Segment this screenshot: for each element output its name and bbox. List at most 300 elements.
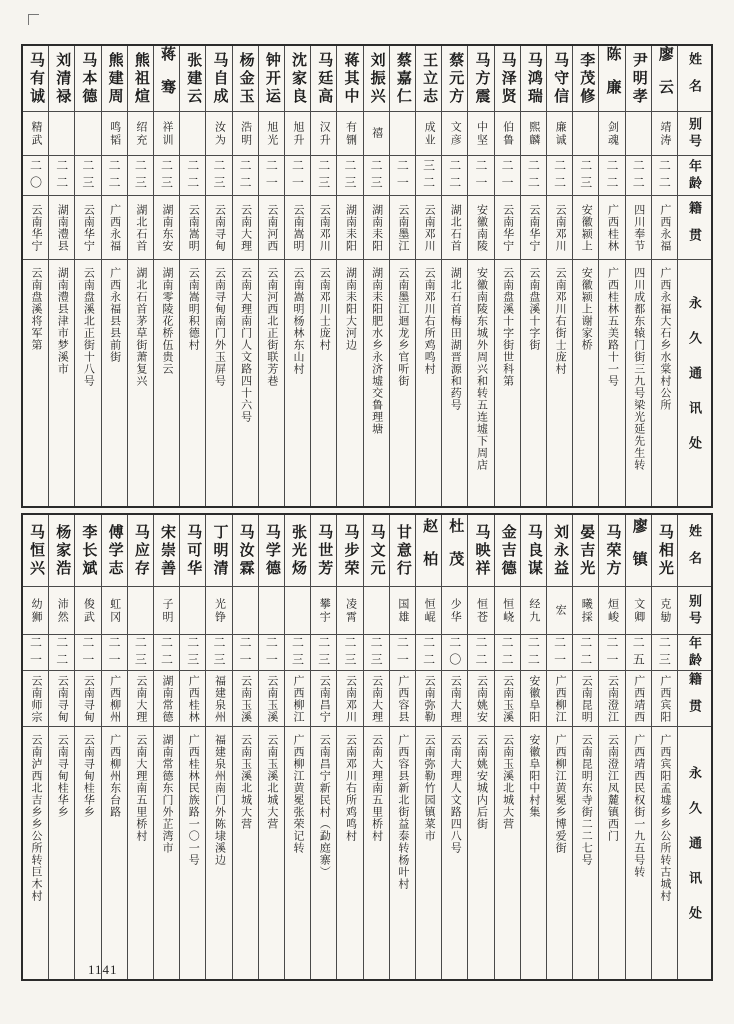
native-place-cell — [259, 671, 284, 727]
name-cell-text: 刘永益 — [552, 523, 569, 578]
age-cell-text: 二一 — [264, 635, 279, 670]
native-place-cell-text: 湖北石首 — [134, 203, 147, 252]
name-cell-text: 马良谋 — [525, 523, 542, 578]
name-cell-text: 马荣方 — [604, 523, 621, 578]
name-cell-text: 马鸿瑞 — [525, 51, 542, 106]
scan-corner-mark — [28, 14, 39, 25]
native-place-cell-text: 云南邓川 — [344, 674, 357, 723]
name-cell-text: 刘清禄 — [54, 51, 71, 106]
alias-cell — [311, 112, 336, 156]
name-cell — [206, 515, 231, 587]
name-cell — [599, 46, 624, 112]
person-column — [127, 46, 153, 506]
header-native — [678, 196, 711, 260]
native-place-cell — [547, 196, 572, 260]
alias-cell — [364, 112, 389, 156]
native-place-cell-text: 云南华宁 — [527, 203, 540, 252]
name-cell — [521, 515, 546, 587]
address-cell-text: 云南邓川右所鸡鸣村 — [344, 734, 357, 842]
native-place-cell — [180, 196, 205, 260]
alias-cell — [285, 587, 310, 635]
address-cell — [180, 727, 205, 979]
alias-cell-text: 少华 — [449, 597, 462, 624]
age-cell-text: 二一 — [264, 158, 279, 193]
age-cell — [102, 635, 127, 671]
native-place-cell — [521, 196, 546, 260]
native-place-cell-text: 云南墨江 — [396, 203, 409, 252]
address-cell-text: 云南嵩明积德村 — [187, 267, 200, 351]
age-cell — [442, 156, 467, 196]
header-column — [677, 46, 711, 506]
native-place-cell — [416, 196, 441, 260]
name-cell — [495, 46, 520, 112]
address-cell — [416, 260, 441, 506]
name-cell — [364, 46, 389, 112]
native-place-cell-text: 广西柳江 — [292, 674, 305, 723]
name-cell-text: 廖云 — [656, 46, 673, 112]
name-cell — [128, 46, 153, 112]
address-cell — [154, 727, 179, 979]
alias-cell — [154, 112, 179, 156]
alias-cell — [599, 112, 624, 156]
alias-cell-text: 廉诚 — [554, 120, 567, 147]
native-place-cell — [285, 196, 310, 260]
name-cell — [573, 46, 598, 112]
name-cell-text: 马恒兴 — [28, 523, 45, 578]
name-cell-text: 陈廉 — [604, 46, 621, 112]
name-cell — [128, 515, 153, 587]
name-cell — [364, 515, 389, 587]
native-place-cell — [233, 671, 258, 727]
header-name — [678, 46, 711, 112]
native-place-cell — [102, 671, 127, 727]
age-cell-text: 二三 — [369, 635, 384, 670]
header-address — [678, 727, 711, 979]
age-cell — [337, 156, 362, 196]
native-place-cell-text: 广西宾阳 — [658, 674, 671, 723]
alias-cell — [49, 112, 74, 156]
address-cell — [102, 727, 127, 979]
age-cell-text: 二五 — [631, 635, 646, 670]
name-cell-text: 甘意行 — [394, 523, 411, 578]
alias-cell — [102, 587, 127, 635]
age-cell — [626, 635, 651, 671]
header-alias-label: 别号 — [687, 593, 702, 628]
age-cell — [75, 635, 100, 671]
native-place-cell-text: 云南华宁 — [30, 203, 43, 252]
native-place-cell — [495, 671, 520, 727]
alias-cell — [154, 587, 179, 635]
address-cell-text: 湖南耒阳大河边 — [344, 267, 357, 351]
person-column — [179, 46, 205, 506]
address-cell-text: 湖南常德东门外芷湾市 — [161, 734, 174, 854]
name-cell — [521, 46, 546, 112]
address-cell-text: 云南玉溪北城大营 — [239, 734, 252, 830]
age-cell-text: 二二 — [526, 158, 541, 193]
name-cell — [626, 515, 651, 587]
name-cell-text: 杜茂 — [447, 517, 464, 584]
alias-cell-text: 禧 — [370, 127, 383, 140]
person-column — [48, 46, 74, 506]
name-cell-text: 马映祥 — [473, 523, 490, 578]
alias-cell — [285, 112, 310, 156]
native-place-cell-text: 云南大理 — [370, 674, 383, 723]
alias-cell — [206, 112, 231, 156]
native-place-cell — [547, 671, 572, 727]
header-address — [678, 260, 711, 506]
native-place-cell-text: 湖南常德 — [161, 674, 174, 723]
name-cell-text: 钟开运 — [263, 51, 280, 106]
header-age-label: 年龄 — [687, 158, 702, 193]
address-cell — [652, 260, 677, 506]
address-cell-text: 湖南澧县津市梦溪市 — [56, 267, 69, 375]
address-cell-text: 广西宾阳孟墟乡乡公所转古城村 — [658, 734, 671, 902]
name-cell — [337, 515, 362, 587]
person-column — [74, 46, 100, 506]
person-column — [598, 46, 624, 506]
age-cell — [102, 156, 127, 196]
name-cell — [180, 515, 205, 587]
native-place-cell-text: 安徽南陵 — [475, 203, 488, 252]
header-native — [678, 671, 711, 727]
person-column — [494, 515, 520, 979]
alias-cell-text: 虹冈 — [108, 597, 121, 624]
age-cell-text: 二三 — [159, 158, 174, 193]
person-column — [415, 46, 441, 506]
name-cell — [23, 515, 48, 587]
name-cell-text: 马步荣 — [342, 523, 359, 578]
name-cell — [259, 515, 284, 587]
alias-cell-text: 浩明 — [239, 120, 252, 147]
age-cell-text: 二〇 — [28, 158, 43, 193]
alias-cell — [180, 112, 205, 156]
name-cell-text: 马学德 — [263, 523, 280, 578]
age-cell — [311, 156, 336, 196]
native-place-cell — [23, 196, 48, 260]
header-age — [678, 635, 711, 671]
alias-cell — [468, 112, 493, 156]
person-column — [127, 515, 153, 979]
native-place-cell-text: 云南弥勒 — [423, 674, 436, 723]
name-cell-text: 宋崇善 — [159, 523, 176, 578]
alias-cell — [442, 587, 467, 635]
person-column — [284, 515, 310, 979]
native-place-cell-text: 云南河西 — [265, 203, 278, 252]
name-cell — [206, 46, 231, 112]
address-cell — [75, 260, 100, 506]
header-name-label: 姓名 — [687, 51, 702, 106]
native-place-cell-text: 云南玉溪 — [501, 674, 514, 723]
name-cell — [626, 46, 651, 112]
address-cell-text: 广西桂林五美路十一号 — [606, 267, 619, 387]
age-cell — [285, 156, 310, 196]
name-cell — [390, 515, 415, 587]
native-place-cell — [416, 671, 441, 727]
address-cell — [23, 260, 48, 506]
age-cell-text: 二三 — [290, 635, 305, 670]
alias-cell — [390, 587, 415, 635]
native-place-cell — [390, 196, 415, 260]
address-cell-text: 云南嵩明杨林东山村 — [292, 267, 305, 375]
name-cell-text: 马汝霖 — [237, 523, 254, 578]
person-column — [48, 515, 74, 979]
address-cell — [364, 727, 389, 979]
address-cell — [128, 260, 153, 506]
native-place-cell — [626, 671, 651, 727]
name-cell-text: 王立志 — [421, 51, 438, 106]
native-place-cell — [599, 196, 624, 260]
address-cell-text: 云南澄江凤麓镇西门 — [606, 734, 619, 842]
native-place-cell-text: 广西桂林 — [606, 203, 619, 252]
person-column — [625, 46, 651, 506]
person-column — [625, 515, 651, 979]
age-cell — [468, 635, 493, 671]
name-cell-text: 刘振兴 — [368, 51, 385, 106]
roster-table-bottom — [21, 513, 713, 981]
age-cell-text: 二一 — [28, 635, 43, 670]
address-cell — [495, 260, 520, 506]
age-cell-text: 二三 — [369, 158, 384, 193]
address-cell-text: 云南昆明东寺街二二七号 — [580, 734, 593, 866]
native-place-cell — [442, 196, 467, 260]
alias-cell-text: 鸣韬 — [108, 120, 121, 147]
alias-cell — [599, 587, 624, 635]
address-cell-text: 四川成都东辕门街三九号梁光延先生转 — [632, 267, 645, 471]
address-cell — [337, 260, 362, 506]
native-place-cell-text: 云南大理 — [239, 203, 252, 252]
name-cell — [75, 46, 100, 112]
native-place-cell — [468, 196, 493, 260]
address-cell — [626, 260, 651, 506]
alias-cell-text: 汉升 — [318, 120, 331, 147]
alias-cell — [521, 112, 546, 156]
header-alias — [678, 112, 711, 156]
name-cell — [468, 46, 493, 112]
address-cell — [311, 727, 336, 979]
header-age-label: 年龄 — [687, 635, 702, 670]
age-cell-text: 二二 — [159, 635, 174, 670]
native-place-cell-text: 福建泉州 — [213, 674, 226, 723]
alias-cell — [521, 587, 546, 635]
name-cell — [599, 515, 624, 587]
header-address-label: 永久通讯处 — [687, 295, 702, 471]
address-cell — [468, 727, 493, 979]
name-cell-text: 马应存 — [132, 523, 149, 578]
alias-cell — [337, 587, 362, 635]
alias-cell — [23, 587, 48, 635]
alias-cell — [259, 587, 284, 635]
age-cell — [285, 635, 310, 671]
name-cell-text: 马廷高 — [316, 51, 333, 106]
native-place-cell — [311, 196, 336, 260]
address-cell — [468, 260, 493, 506]
alias-cell — [128, 587, 153, 635]
address-cell — [337, 727, 362, 979]
alias-cell-text: 恒崐 — [423, 597, 436, 624]
address-cell-text: 云南盘溪十字街 — [527, 267, 540, 351]
age-cell — [233, 635, 258, 671]
name-cell — [311, 46, 336, 112]
age-cell — [180, 156, 205, 196]
age-cell — [128, 635, 153, 671]
native-place-cell-text: 云南邓川 — [318, 203, 331, 252]
name-cell-text: 金吉德 — [499, 523, 516, 578]
address-cell-text: 云南邓川右所鸡鸣村 — [423, 267, 436, 375]
native-place-cell — [495, 196, 520, 260]
name-cell-text: 马方震 — [473, 51, 490, 106]
address-cell — [521, 260, 546, 506]
age-cell-text: 二二 — [54, 635, 69, 670]
address-cell — [49, 260, 74, 506]
native-place-cell-text: 云南华宁 — [82, 203, 95, 252]
address-cell — [259, 260, 284, 506]
alias-cell-text: 熙麟 — [527, 120, 540, 147]
native-place-cell-text: 安徽阜阳 — [527, 674, 540, 723]
native-place-cell-text: 云南师宗 — [30, 674, 43, 723]
alias-cell — [573, 112, 598, 156]
page-number: 1141 — [88, 962, 118, 977]
alias-cell — [233, 587, 258, 635]
alias-cell-text: 经九 — [527, 597, 540, 624]
alias-cell — [416, 587, 441, 635]
address-cell-text: 云南邓川右街士庞村 — [554, 267, 567, 375]
age-cell-text: 二三 — [211, 158, 226, 193]
address-cell-text: 云南盘溪十字街世科第 — [501, 267, 514, 387]
name-cell-text: 熊建周 — [106, 51, 123, 106]
person-column — [232, 46, 258, 506]
person-column — [572, 515, 598, 979]
alias-cell-text: 旭升 — [292, 120, 305, 147]
name-cell — [102, 46, 127, 112]
alias-cell-text: 攀宇 — [318, 597, 331, 624]
address-cell — [23, 727, 48, 979]
name-cell-text: 张光炀 — [290, 523, 307, 578]
alias-cell — [547, 112, 572, 156]
native-place-cell — [652, 196, 677, 260]
alias-cell — [49, 587, 74, 635]
address-cell — [442, 260, 467, 506]
alias-cell-text: 成业 — [423, 120, 436, 147]
address-cell-text: 湖南零陵花桥伍贵云 — [161, 267, 174, 375]
person-column — [310, 46, 336, 506]
age-cell — [206, 156, 231, 196]
address-cell — [416, 727, 441, 979]
person-column — [441, 515, 467, 979]
alias-cell-text: 文彦 — [449, 120, 462, 147]
age-cell-text: 二二 — [238, 158, 253, 193]
alias-cell-text: 旭光 — [265, 120, 278, 147]
address-cell-text: 云南河西北正街联芳巷 — [265, 267, 278, 387]
address-cell-text: 云南墨江迴龙乡官听街 — [396, 267, 409, 387]
alias-cell — [416, 112, 441, 156]
alias-cell — [233, 112, 258, 156]
address-cell-text: 广西柳江黄冕乡博爱街 — [554, 734, 567, 854]
person-column — [572, 46, 598, 506]
address-cell-text: 云南玉溪北城大营 — [265, 734, 278, 830]
age-cell — [521, 156, 546, 196]
age-cell-text: 二一 — [107, 635, 122, 670]
native-place-cell — [573, 196, 598, 260]
name-cell-text: 晏吉光 — [578, 523, 595, 578]
age-cell-text: 二二 — [54, 158, 69, 193]
native-place-cell — [337, 671, 362, 727]
name-cell-text: 蒋其中 — [342, 51, 359, 106]
native-place-cell — [285, 671, 310, 727]
name-cell-text: 丁明清 — [211, 523, 228, 578]
header-native-label: 籍贯 — [687, 200, 702, 255]
address-cell-text: 云南弥勒竹园镇菜市 — [423, 734, 436, 842]
age-cell — [128, 156, 153, 196]
address-cell — [442, 727, 467, 979]
age-cell — [154, 156, 179, 196]
person-column — [284, 46, 310, 506]
person-column — [441, 46, 467, 506]
alias-cell — [311, 587, 336, 635]
native-place-cell — [521, 671, 546, 727]
alias-cell — [390, 112, 415, 156]
address-cell-text: 云南大理人文路四八号 — [449, 734, 462, 854]
person-column — [153, 46, 179, 506]
header-column — [677, 515, 711, 979]
age-cell — [364, 156, 389, 196]
address-cell — [547, 727, 572, 979]
age-cell — [75, 156, 100, 196]
alias-cell — [23, 112, 48, 156]
name-cell — [23, 46, 48, 112]
address-cell-text: 云南泸西北吉乡乡公所转巨木村 — [30, 734, 43, 902]
native-place-cell — [364, 196, 389, 260]
name-cell — [285, 515, 310, 587]
header-address-label: 永久通讯处 — [687, 765, 702, 941]
address-cell — [102, 260, 127, 506]
name-cell-text: 马自成 — [211, 51, 228, 106]
age-cell — [521, 635, 546, 671]
alias-cell — [468, 587, 493, 635]
person-column — [467, 46, 493, 506]
name-cell-text: 杨家浩 — [54, 523, 71, 578]
native-place-cell-text: 广西永福 — [658, 203, 671, 252]
native-place-cell-text: 云南昆明 — [580, 674, 593, 723]
address-cell-text: 安徽颍上谢家桥 — [580, 267, 593, 351]
name-cell — [154, 46, 179, 112]
name-cell — [495, 515, 520, 587]
age-cell-text: 三二 — [421, 158, 436, 193]
native-place-cell — [154, 671, 179, 727]
name-cell — [49, 515, 74, 587]
alias-cell — [75, 587, 100, 635]
person-column — [389, 46, 415, 506]
person-column — [74, 515, 100, 979]
name-cell-text: 赵柏 — [421, 517, 438, 584]
age-cell-text: 二一 — [604, 635, 619, 670]
person-column — [520, 46, 546, 506]
address-cell — [259, 727, 284, 979]
native-place-cell-text: 云南玉溪 — [265, 674, 278, 723]
native-place-cell-text: 云南大理 — [449, 674, 462, 723]
native-place-cell-text: 云南嵩明 — [292, 203, 305, 252]
age-cell — [573, 635, 598, 671]
age-cell-text: 二二 — [447, 158, 462, 193]
alias-cell-text: 凌霄 — [344, 597, 357, 624]
native-place-cell — [573, 671, 598, 727]
address-cell — [626, 727, 651, 979]
alias-cell-text: 伯鲁 — [501, 120, 514, 147]
address-cell-text: 云南邓川士庞村 — [318, 267, 331, 351]
age-cell-text: 二三 — [185, 635, 200, 670]
native-place-cell-text: 云南姚安 — [475, 674, 488, 723]
age-cell-text: 二三 — [342, 635, 357, 670]
person-column — [310, 515, 336, 979]
